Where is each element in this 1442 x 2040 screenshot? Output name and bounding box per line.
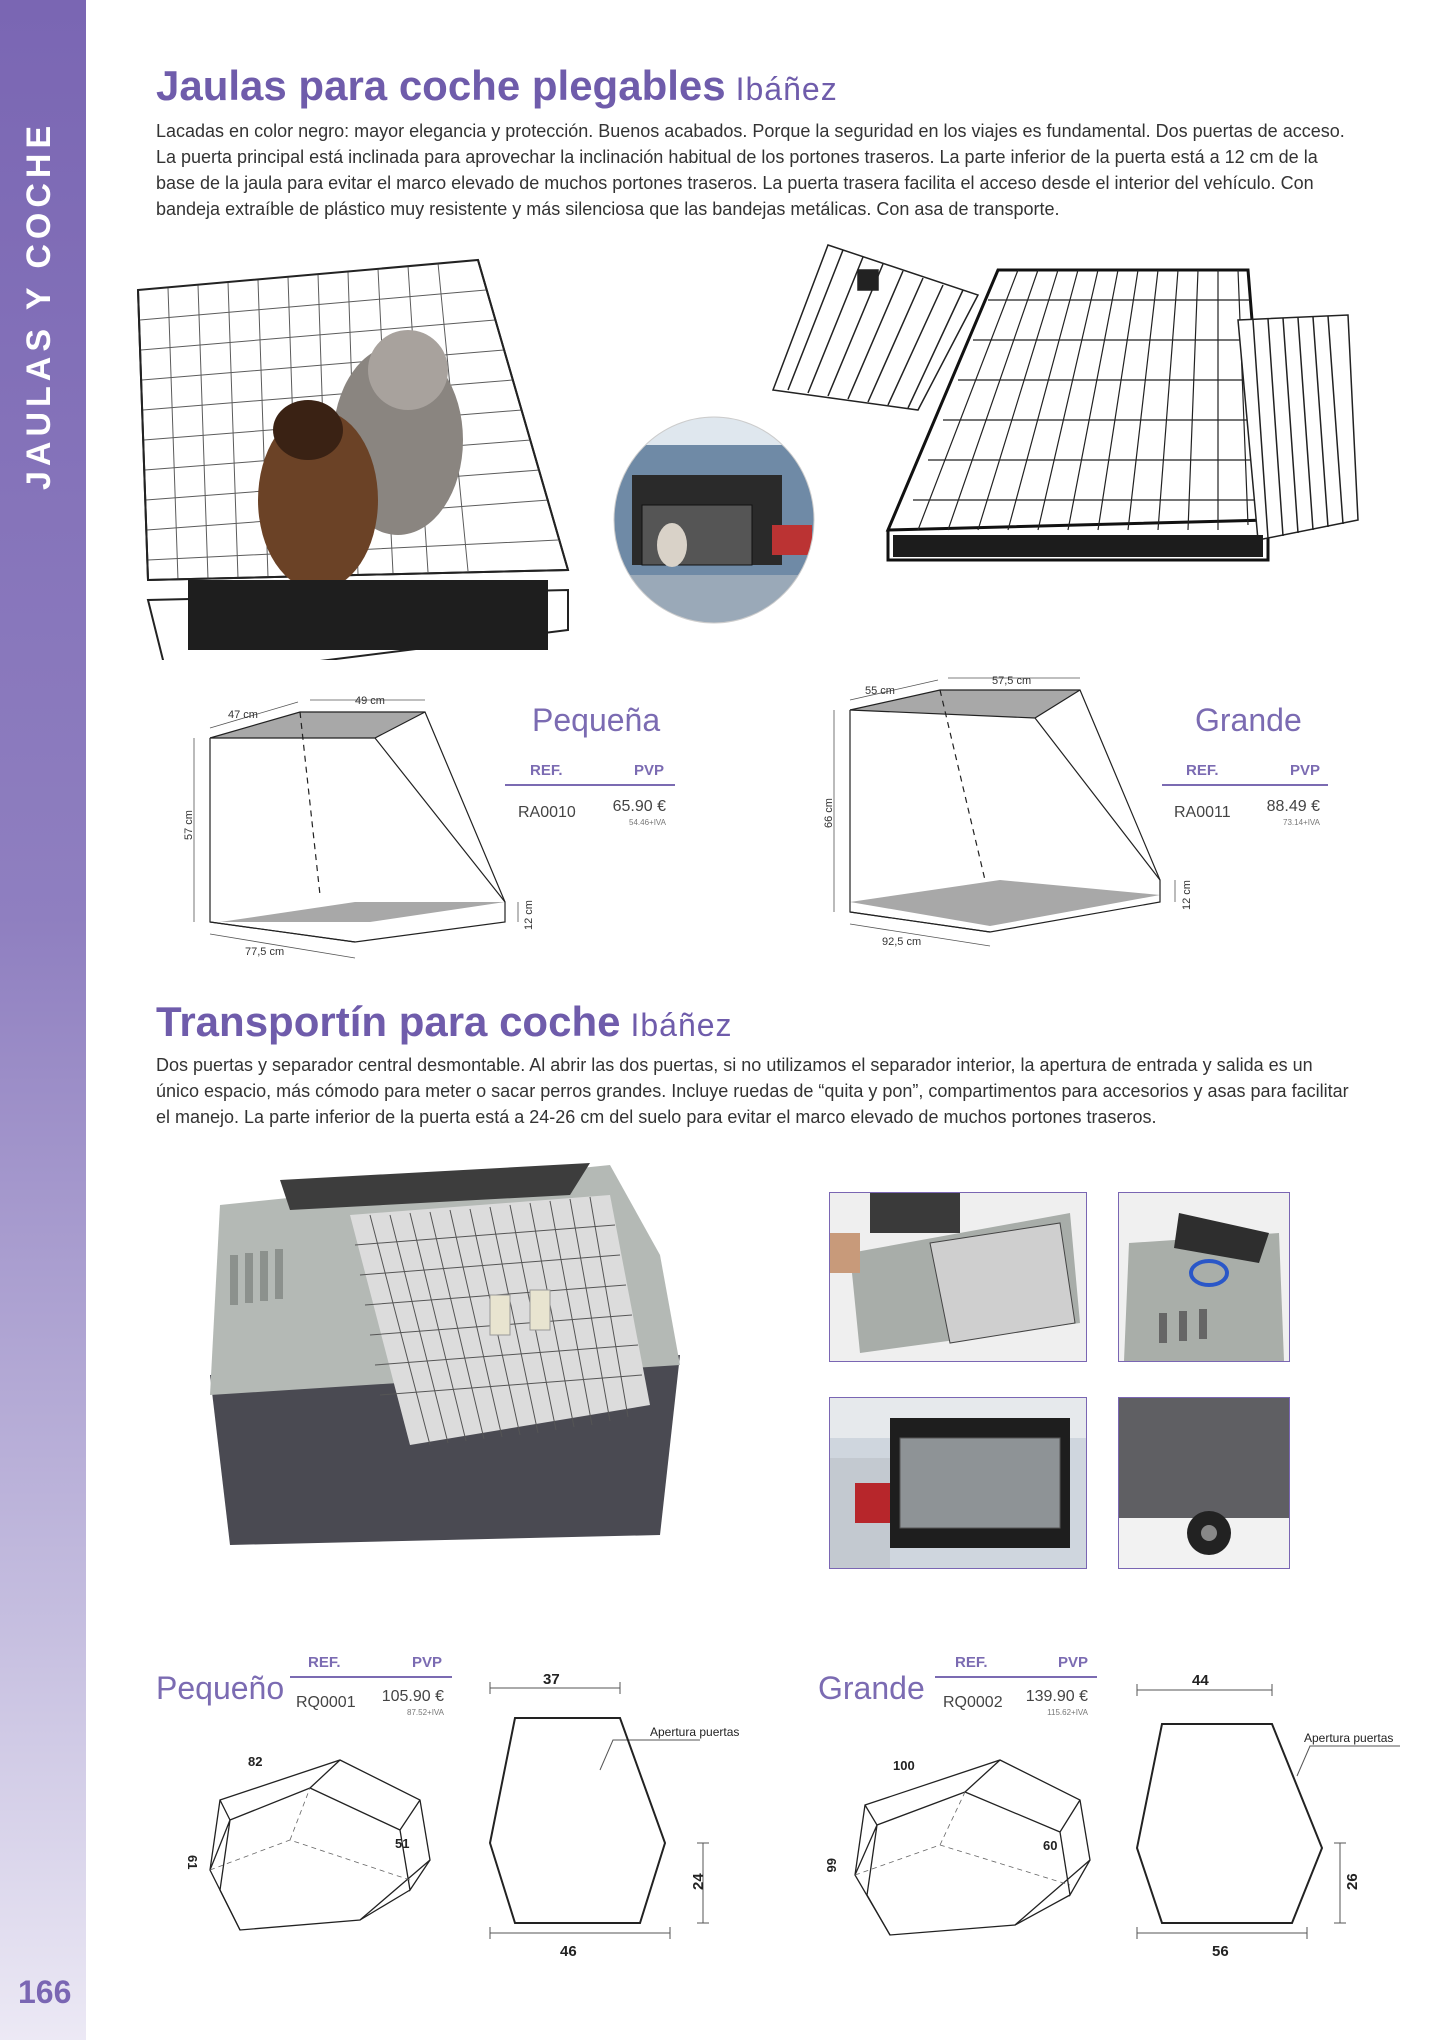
pvp-header: PVP [412, 1654, 443, 1671]
large-dim-height: 66 cm [823, 798, 835, 828]
carrier-photo [190, 1155, 700, 1555]
large-carrier-front-diagram [1132, 1668, 1422, 1958]
small-dim-top-front: 47 cm [228, 709, 258, 721]
ref-code: RA0011 [1174, 804, 1231, 821]
ref-code: RQ0001 [296, 1694, 356, 1711]
small-carrier-front-diagram [485, 1668, 770, 1958]
large-dim-top-front: 55 cm [865, 685, 895, 697]
brand-logo: Ibáñez [630, 1007, 733, 1043]
brand-logo: Ibáñez [735, 71, 838, 107]
large-dim-bottom: 92,5 cm [882, 936, 922, 948]
price-without-tax: 73.14+IVA [1283, 818, 1320, 827]
small-carrier-dimension-diagram [160, 1720, 470, 1960]
large-carrier-dim-door-height: 26 [1344, 1873, 1361, 1890]
carrier-accessory-compartment-photo [1118, 1192, 1290, 1362]
section-title-text: Jaulas para coche plegables [156, 62, 726, 109]
ref-header: REF. [308, 1654, 341, 1671]
section-description: Dos puertas y separador central desmontable. Al abrir las dos puertas, si no utilizamos el separador interior, la apertura de entrada y salida es un único espacio, más cómodo para meter o sacar perros grandes. Incluye ruedas de “quita y pon”, compartimentos para accesorios y asas para facilitar el manejo. La parte inferior de la puerta está a 24-26 cm del suelo para evitar el marco elevado de muchos portones traseros. [156, 1055, 1349, 1127]
price: 88.49 € [1266, 798, 1320, 815]
ref-header: REF. [955, 1654, 988, 1671]
large-carrier-dim-front-bottom: 56 [1212, 1943, 1229, 1958]
small-dim-bottom: 77,5 cm [245, 946, 285, 958]
header-rule [505, 784, 675, 786]
price-without-tax: 115.62+IVA [1047, 1708, 1088, 1717]
small-dim-door-gap: 12 cm [523, 900, 535, 930]
large-carrier-dim-front-top: 44 [1192, 1672, 1209, 1689]
price-without-tax: 54.46+IVA [629, 818, 666, 827]
large-dim-door-gap: 12 cm [1181, 880, 1193, 910]
section-description: Lacadas en color negro: mayor elegancia y protección. Buenos acabados. Porque la seguridad en los viajes es fundamental. Dos puertas de acceso. La puerta principal está inclinada para aprovechar la inclinación habitual de los portones traseros. La parte inferior de la puerta está a 12 cm de la base de la jaula para evitar el marco elevado de muchos portones traseros. La puerta trasera facilita el acceso desde el interior del vehículo. Con bandeja extraíble de plástico muy resistente y más silenciosa que las bandejas metálicas. Con asa de transporte. [156, 121, 1345, 219]
small-cage-dimension-diagram [180, 690, 550, 980]
ref-header: REF. [530, 762, 563, 779]
small-carrier-dim-front-bottom: 46 [560, 1943, 577, 1958]
large-carrier-dim-depth: 60 [1043, 1838, 1058, 1853]
ref-code: RA0010 [518, 804, 576, 821]
large-dim-top-side: 57,5 cm [992, 675, 1032, 687]
header-rule [290, 1676, 452, 1678]
price-without-tax: 87.52+IVA [407, 1708, 444, 1717]
small-dim-top-side: 49 cm [355, 695, 385, 707]
pvp-header: PVP [1058, 1654, 1089, 1671]
price: 139.90 € [1025, 1688, 1088, 1705]
size-label-small-cage: Pequeña [532, 702, 661, 738]
empty-cage-photo [768, 240, 1368, 570]
large-carrier-dim-length: 100 [893, 1758, 915, 1773]
price: 65.90 € [612, 798, 666, 815]
carrier-in-car-trunk-photo [829, 1397, 1087, 1569]
ref-header: REF. [1186, 762, 1219, 779]
section-title-carrier [156, 998, 733, 1046]
size-label-large-cage: Grande [1195, 702, 1302, 738]
small-carrier-dim-front-top: 37 [543, 1671, 560, 1688]
ref-code: RQ0002 [943, 1694, 1003, 1711]
section-title-text: Transportín para coche [156, 998, 621, 1045]
large-carrier-dim-height: 66 [824, 1858, 839, 1873]
size-label-large-carrier: Grande [818, 1670, 925, 1706]
header-rule [935, 1676, 1097, 1678]
cage-with-dogs-photo [128, 250, 588, 660]
pvp-header: PVP [1290, 762, 1321, 779]
carrier-wheels-photo [1118, 1397, 1290, 1569]
pvp-header: PVP [634, 762, 665, 779]
carrier-carry-handles-photo [829, 1192, 1087, 1362]
page-number: 166 [18, 1974, 72, 2010]
small-carrier-dim-length: 82 [248, 1754, 263, 1769]
small-carrier-dim-door-height: 24 [690, 1873, 707, 1890]
large-carrier-dimension-diagram [805, 1720, 1125, 1960]
header-rule [1162, 784, 1328, 786]
small-dim-height: 57 cm [183, 810, 195, 840]
side-section-title: JAULAS Y COCHE [20, 120, 58, 490]
large-carrier-door-label: Apertura puertas [1304, 1731, 1394, 1745]
small-carrier-door-label: Apertura puertas [650, 1725, 740, 1739]
small-carrier-dim-depth: 51 [395, 1836, 410, 1851]
size-label-small-carrier: Pequeño [156, 1670, 285, 1706]
small-carrier-dim-height: 61 [185, 1855, 200, 1870]
price: 105.90 € [381, 1688, 444, 1705]
section-title-cages [156, 62, 838, 110]
large-cage-dimension-diagram [820, 670, 1200, 960]
